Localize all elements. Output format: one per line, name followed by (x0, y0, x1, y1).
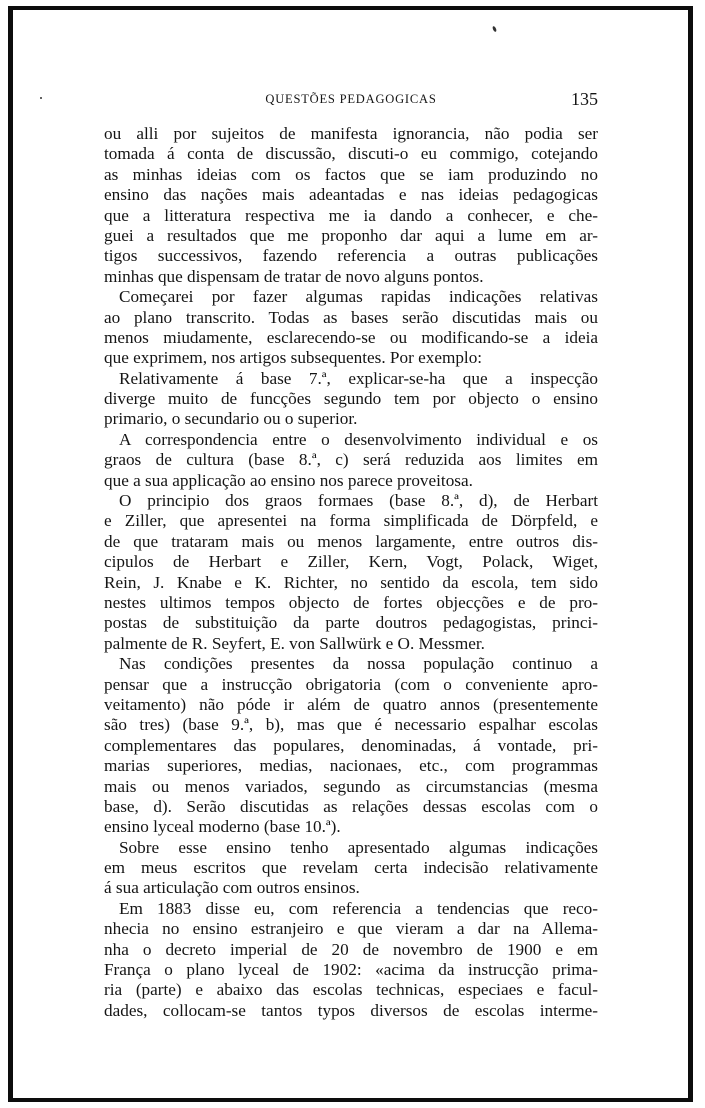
text-line: em meus escritos que revelam certa indecisão relativamente (104, 858, 598, 878)
text-line: Relativamente á base 7.ª, explicar-se-ha que a inspecção (119, 368, 598, 388)
text-line: O principio dos graos formaes (base 8.ª, d), de Herbart (119, 491, 598, 511)
text-line: ria (parte) e abaixo das escolas technicas, especiaes e facul- (104, 980, 598, 1000)
text-line: postas de substituição da parte doutros pedagogistas, princi- (104, 613, 598, 633)
text-line: mais ou menos variados, segundo as circumstancias (mesma (104, 776, 598, 796)
text-line: diverge muito de funcções segundo tem por objecto o ensino (104, 389, 598, 409)
text-line: ou alli por sujeitos de manifesta ignorancia, não podia ser (104, 124, 598, 143)
text-line: á sua articulação com outros ensinos. (104, 878, 360, 898)
page-number: 135 (571, 89, 598, 109)
text-line: ensino das nações mais adeantadas e nas ideias pedagogicas (104, 185, 598, 205)
text-line: tomada á conta de discussão, discuti-o eu commigo, cotejando (104, 144, 598, 164)
text-line: guei a resultados que me proponho dar aqui a lume em ar- (104, 225, 598, 245)
text-line: primario, o secundario ou o superior. (104, 409, 358, 429)
text-line: menos miudamente, esclarecendo-se ou modificando-se a ideia (104, 327, 598, 347)
text-line: base, d). Serão discutidas as relações dessas escolas com o (104, 796, 598, 816)
text-line: dades, collocam-se tantos typos diversos de escolas interme- (104, 1000, 598, 1020)
text-line: ao plano transcrito. Todas as bases serão discutidas mais ou (104, 307, 598, 327)
text-line: pensar que a instrucção obrigatoria (com o conveniente apro- (104, 674, 598, 694)
text-line: que a litteratura respectiva me ia dando a conhecer, e che- (104, 205, 598, 225)
text-line: e Ziller, que apresentei na forma simplificada de Dörpfeld, e (104, 511, 598, 531)
text-line: nestes ultimos tempos objecto de fortes objecções e de pro- (104, 592, 598, 612)
text-line: que exprimem, nos artigos subsequentes. Por exemplo: (104, 348, 483, 368)
text-line: complementares das populares, denominadas, á vontade, pri- (104, 735, 598, 755)
text-line: tigos successivos, fazendo referencia a outras publicações (104, 246, 598, 266)
text-line: marias superiores, medias, nacionaes, etc., com programmas (104, 756, 598, 776)
text-line: minhas que dispensam de tratar de novo alguns pontos. (104, 266, 484, 286)
print-speck (40, 97, 42, 99)
text-line: veitamento) não póde ir além de quatro annos (presentemente (104, 694, 598, 714)
text-line: as minhas ideias com os factos que se iam produzindo no (104, 164, 598, 184)
running-title: QUESTÕES PEDAGOGICAS (265, 92, 437, 106)
text-line: Nas condições presentes da nossa população continuo a (119, 654, 598, 674)
text-line: nha o decreto imperial de 20 de novembro de 1900 e em (104, 939, 598, 959)
text-line: de que trataram mais ou menos largamente, entre outros dis- (104, 531, 598, 551)
text-line: Começarei por fazer algumas rapidas indicações relativas (119, 287, 598, 307)
text-line: Rein, J. Knabe e K. Richter, no sentido da escola, tem sido (104, 572, 598, 592)
text-line: ensino lyceal moderno (base 10.ª). (104, 817, 341, 837)
text-line: são tres) (base 9.ª, b), mas que é necessario espalhar escolas (104, 715, 598, 735)
text-line: nhecia no ensino estranjeiro e que vieram a dar na Allema- (104, 919, 598, 939)
text-line: graos de cultura (base 8.ª, c) será reduzida aos limites em (104, 450, 598, 470)
page-header (104, 90, 598, 114)
text-line: Em 1883 disse eu, com referencia a tendencias que reco- (119, 898, 598, 918)
text-line: palmente de R. Seyfert, E. von Sallwürk e O. Messmer. (104, 633, 485, 653)
text-line: A correspondencia entre o desenvolvimento individual e os (119, 429, 598, 449)
text-line: França o plano lyceal de 1902: «acima da instrucção prima- (104, 960, 598, 980)
text-line: cipulos de Herbart e Ziller, Kern, Vogt, Polack, Wiget, (104, 552, 598, 572)
text-line: Sobre esse ensino tenho apresentado algumas indicações (119, 837, 598, 857)
text-line: que a sua applicação ao ensino nos parece proveitosa. (104, 470, 473, 490)
body-text (104, 124, 598, 1021)
